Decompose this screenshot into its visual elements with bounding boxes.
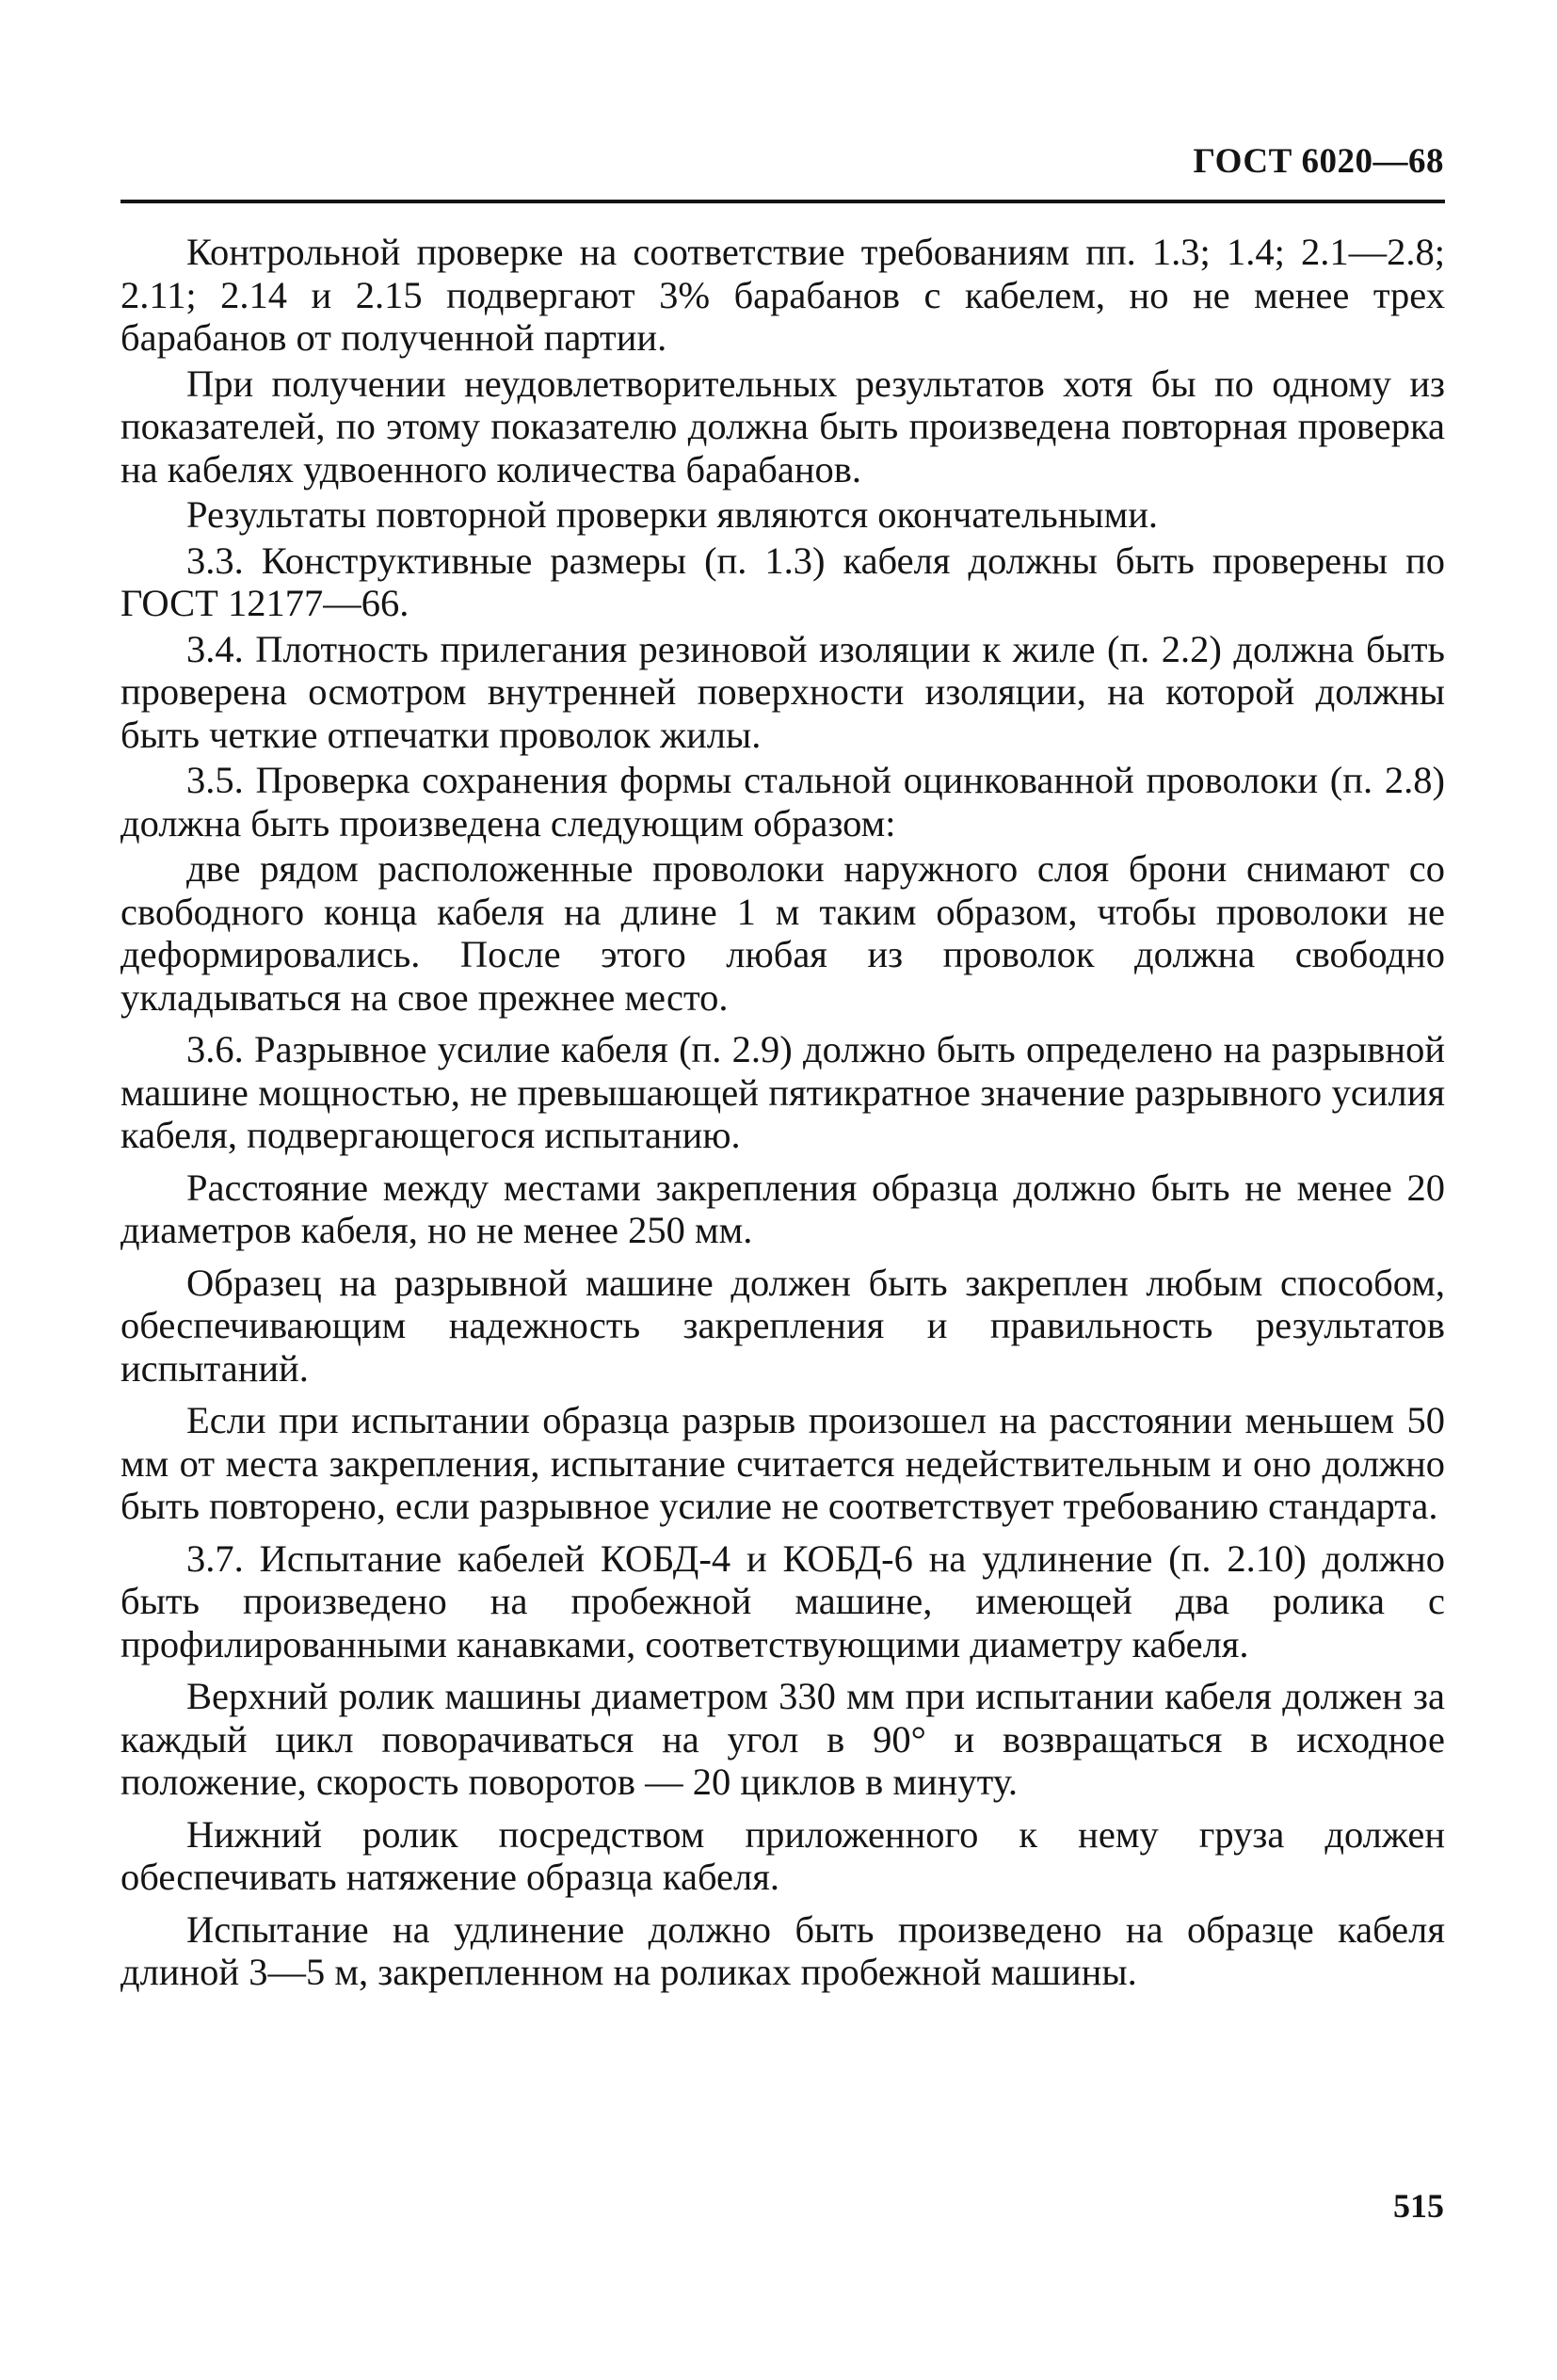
paragraph: Если при испытании образца разрыв произошел на расстоянии меньшем 50 мм от места закрепления, испытание считается недействительным и оно должно быть повторено, если разрывное усилие не соответствует требованию стандарта. bbox=[120, 1399, 1445, 1527]
paragraph: 3.3. Конструктивные размеры (п. 1.3) кабеля должны быть проверены по ГОСТ 12177—66. bbox=[120, 539, 1445, 624]
paragraph: две рядом расположенные проволоки наружного слоя брони снимают со свободного конца кабеля на длине 1 м таким образом, чтобы проволоки не деформировались. После этого любая из проволок должна свободно укладываться на свое прежнее место. bbox=[120, 847, 1445, 1019]
paragraph: Расстояние между местами закрепления образца должно быть не менее 20 диаметров кабеля, но не менее 250 мм. bbox=[120, 1166, 1445, 1251]
paragraph: При получении неудовлетворительных результатов хотя бы по одному из показателей, по этому показателю должна быть произведена повторная проверка на кабелях удвоенного количества барабанов. bbox=[120, 362, 1445, 490]
paragraph: 3.4. Плотность прилегания резиновой изоляции к жиле (п. 2.2) должна быть проверена осмотром внутренней поверхности изоляции, на которой должны быть четкие отпечатки проволок жилы. bbox=[120, 627, 1445, 756]
paragraph: Верхний ролик машины диаметром 330 мм при испытании кабеля должен за каждый цикл поворачиваться на угол в 90° и возвращаться в исходное положение, скорость поворотов — 20 циклов в минуту. bbox=[120, 1675, 1445, 1803]
paragraph: 3.5. Проверка сохранения формы стальной оцинкованной проволоки (п. 2.8) должна быть произведена следующим образом: bbox=[120, 759, 1445, 844]
document-header: ГОСТ 6020—68 bbox=[1193, 142, 1444, 181]
header-rule bbox=[120, 200, 1445, 203]
document-body bbox=[120, 231, 1445, 1997]
paragraph: Результаты повторной проверки являются окончательными. bbox=[186, 493, 1159, 536]
paragraph: Нижний ролик посредством приложенного к нему груза должен обеспечивать натяжение образца кабеля. bbox=[120, 1812, 1445, 1898]
page-number: 515 bbox=[1393, 2187, 1444, 2225]
paragraph: Контрольной проверке на соответствие требованиям пп. 1.3; 1.4; 2.1—2.8; 2.11; 2.14 и 2.15 подвергают 3% барабанов с кабелем, но не менее трех барабанов от полученной партии. bbox=[120, 231, 1445, 359]
paragraph: Образец на разрывной машине должен быть закреплен любым способом, обеспечивающим надежность закрепления и правильность результатов испытаний. bbox=[120, 1261, 1445, 1390]
paragraph: 3.6. Разрывное усилие кабеля (п. 2.9) должно быть определено на разрывной машине мощностью, не превышающей пятикратное значение разрывного усилия кабеля, подвергающегося испытанию. bbox=[120, 1028, 1445, 1156]
paragraph: 3.7. Испытание кабелей КОБД-4 и КОБД-6 на удлинение (п. 2.10) должно быть произведено на пробежной машине, имеющей два ролика с профилированными канавками, соответствующими диаметру кабеля. bbox=[120, 1536, 1445, 1665]
paragraph: Испытание на удлинение должно быть произведено на образце кабеля длиной 3—5 м, закрепленном на роликах пробежной машины. bbox=[120, 1907, 1445, 1993]
